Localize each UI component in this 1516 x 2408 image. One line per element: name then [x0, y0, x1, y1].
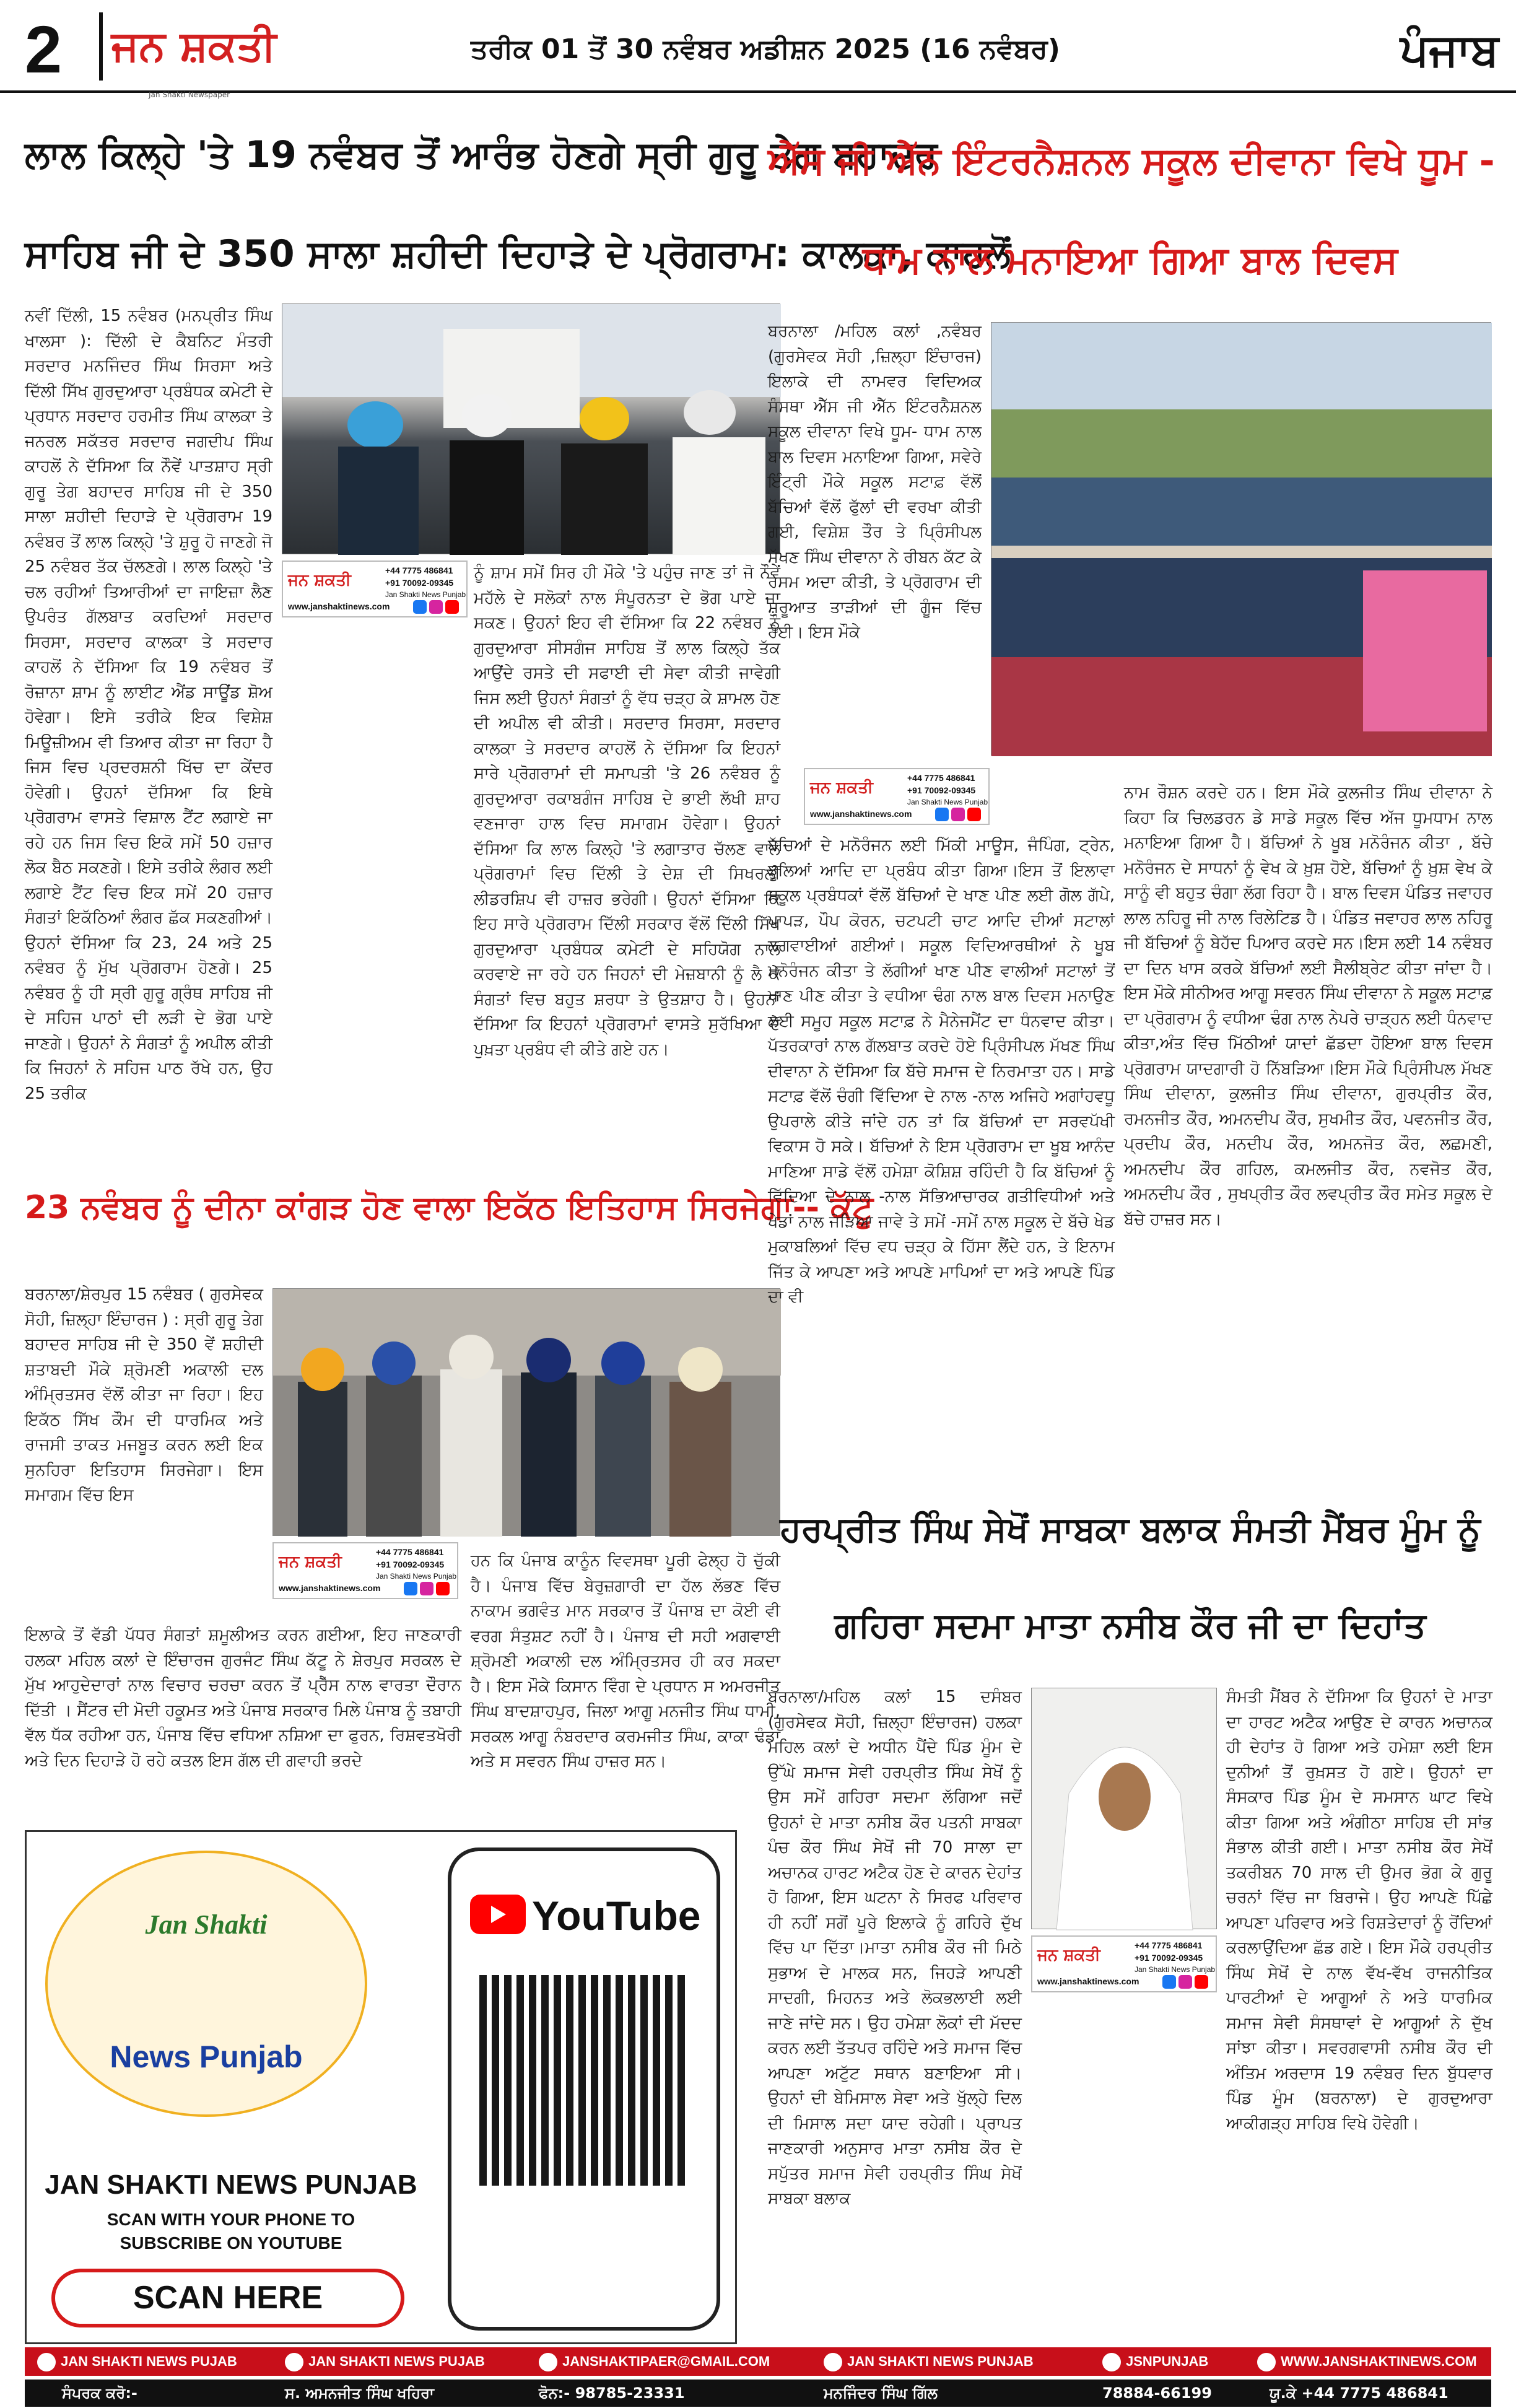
youtube-label: YouTube	[532, 1893, 701, 1939]
masthead	[0, 0, 1516, 99]
ad-logo-badge	[45, 1851, 367, 2117]
footer-contact-phone1: ਫੋਨ:- 98785-23331	[539, 2384, 685, 2402]
edition-date: ਤਰੀਕ 01 ਤੋਂ 30 ਨਵੰਬਰ ਅਡੀਸ਼ਨ 2025 (16 ਨਵੰਬਰ)	[471, 33, 1060, 65]
article1-photo	[282, 303, 780, 554]
scan-here-button[interactable]: SCAN HERE	[51, 2269, 404, 2327]
article2-col1b: ਇਲਾਕੇ ਤੋਂ ਵੱਡੀ ਪੱਧਰ ਸੰਗਤਾਂ ਸ਼ਮੂਲੀਅਤ ਕਰਨ ਗਈਆ, ਇਹ ਜਾਣਕਾਰੀ ਹਲਕਾ ਮਹਿਲ ਕਲਾਂ ਦੇ ਇੰਚਾਰਜ ਗੁਰਜੰਟ ਸਿੰਘ ਕੱਟੂ ਨੇ ਸ਼ੇਰਪੁਰ ਸਰਕਲ ਦੇ ਮੁੱਖ ਆਹੁਦੇਦਾਰਾਂ ਨਾਲ ਵਿਚਾਰ ਚਰਚਾ ਕਰਨ ਤੋਂ ਪ੍ਰੈੱਸ ਨਾਲ ਵਾਰਤਾ ਦੌਰਾਨ ਦਿੱਤੀ । ਸੈਂਟਰ ਦੀ ਮੋਦੀ ਹਕੂਮਤ ਅਤੇ ਪੰਜਾਬ ਸਰਕਾਰ ਮਿਲੇ ਪੰਜਾਬ ਨੂੰ ਤਬਾਹੀ ਵੱਲ ਧੱਕ ਰਹੀਆ ਹਨ, ਪੰਜਾਬ ਵਿੱਚ ਵਧਿਆ ਨਸ਼ਿਆ ਦਾ ਫੁਰਨ, ਰਿਸ਼ਵਤਖੋਰੀ ਅਤੇ ਦਿਨ ਦਿਹਾੜੇ ਹੋ ਰਹੇ ਕਤਲ ਇਸ ਗੱਲ ਦੀ ਗਵਾਹੀ ਭਰਦੇ	[25, 1626, 461, 1770]
facebook-icon	[404, 1582, 417, 1595]
page-number: 2	[25, 12, 63, 87]
youtube-subscribe-ad	[25, 1830, 737, 2344]
footer-email[interactable]: JANSHAKTIPAER@GMAIL.COM	[539, 2351, 770, 2372]
instagram-icon	[429, 600, 443, 614]
footer-instagram[interactable]: JAN SHAKTI NEWS PUNJAB	[824, 2351, 1034, 2372]
stamp-logo: ਜਨ ਸ਼ਕਤੀ	[288, 571, 351, 590]
youtube-play-icon	[470, 1895, 526, 1934]
facebook-icon	[1162, 1975, 1176, 1989]
youtube-icon	[1195, 1975, 1208, 1989]
instagram-icon	[824, 2353, 842, 2371]
article4-headline-line1: ਹਰਪ੍ਰੀਤ ਸਿੰਘ ਸੇਖੋਂ ਸਾਬਕਾ ਬਲਾਕ ਸੰਮਤੀ ਮੈਂਬਰ ਮੂੰਮ ਨੂੰ	[780, 1509, 1481, 1550]
stamp-phone2: +91 70092-09345	[376, 1560, 445, 1569]
section-title: ਪੰਜਾਬ	[1400, 24, 1499, 76]
ad-logo-top: Jan Shakti	[145, 1909, 268, 1940]
twitter-icon	[1102, 2353, 1121, 2371]
stamp-website: www.janshaktinews.com	[810, 809, 912, 819]
youtube-icon	[445, 600, 459, 614]
footer-contact-name1: ਸ. ਅਮਨਜੀਤ ਸਿੰਘ ਖਹਿਰਾ	[285, 2384, 434, 2402]
masthead-divider	[99, 12, 103, 81]
article1-col1-top: ਨਵੀਂ ਦਿੱਲੀ, 15 ਨਵੰਬਰ (ਮਨਪ੍ਰੀਤ ਸਿੰਘ ਖਾਲਸਾ ): ਦਿੱਲੀ ਦੇ ਕੈਬਨਿਟ ਮੰਤਰੀ ਸਰਦਾਰ ਮਨਜਿੰਦਰ ਸਿੰਘ ਸਿਰਸਾ ਅਤੇ ਦਿੱਲੀ ਸਿੱਖ ਗੁਰਦੁਆਰਾ ਪ੍ਰਬੰਧਕ ਕਮੇਟੀ ਦੇ ਪ੍ਰਧਾਨ ਸਰਦਾਰ ਹਰਮੀਤ ਸਿੰਘ ਕਾਲਕਾ ਤੇ ਜਨਰਲ ਸਕੱਤਰ ਸਰਦਾਰ ਜਗਦੀਪ ਸਿੰਘ ਕਾਹਲੋਂ ਨੇ ਦੱਸਿਆ ਕਿ ਨੌਵੇਂ ਪਾਤਸ਼ਾਹ ਸ੍ਰੀ ਗੁਰੂ ਤੇਗ ਬਹਾਦਰ ਸਾਹਿਬ ਜੀ ਦੇ 350 ਸਾਲਾ ਸ਼ਹੀਦੀ ਦਿਹਾੜੇ ਦੇ ਪ੍ਰੋਗਰਾਮ 19 ਨਵੰਬਰ ਤੋਂ ਲਾਲ ਕਿਲ੍ਹੇ 'ਤੇ ਸ਼ੁਰੂ ਹੋ ਜਾਣਗੇ ਜੋ 25 ਨਵੰਬਰ ਤੱਕ ਚੱਲਣਗੇ। ਲਾਲ ਕਿਲ੍ਹੇ 'ਤੇ ਚਲ ਰਹੀਆਂ ਤਿਆਰੀਆਂ ਦਾ ਜਾਇਜ਼ਾ ਲੈਣ ਉਪਰੰਤ ਗੱਲਬਾਤ ਕਰਦਿਆਂ ਸਰਦਾਰ ਸਿਰਸਾ, ਸਰਦਾਰ ਕਾਲਕਾ ਤੇ ਸਰਦਾਰ ਕਾਹਲੋਂ ਨੇ ਦੱਸਿਆ ਕਿ 19 ਨਵੰਬਰ ਤੋਂ ਰੋਜ਼ਾਨਾ ਸ਼ਾਮ ਨੂੰ ਲਾਈਟ ਐਂਡ ਸਾਊਂਡ ਸ਼ੋਅ ਹੋਵੇਗਾ। ਇਸੇ ਤਰੀਕੇ ਇਕ ਵਿਸ਼ੇਸ਼ ਮਿਊਜ਼ੀਅਮ ਵੀ ਤਿਆਰ ਕੀਤਾ ਜਾ ਰਿਹਾ ਹੈ ਜਿਸ ਵਿਚ ਪ੍ਰਦਰਸ਼ਨੀ ਖਿੱਚ ਦਾ ਕੇਂਦਰ ਹੋਵੇਗੀ। ਉਹਨਾਂ ਦੱਸਿਆ ਕਿ ਇਥੇ ਪ੍ਰੋਗਰਾਮ ਵਾਸਤੇ ਵਿਸ਼ਾਲ ਟੈਂਟ ਲਗਾਏ ਜਾ ਰਹੇ ਹਨ ਜਿਸ ਵਿਚ ਇਕੋ ਸਮੇਂ 50 ਹਜ਼ਾਰ ਲੋਕ ਬੈਠ ਸਕਣਗੇ। ਇਸੇ ਤਰੀਕੇ ਲੰਗਰ ਲਈ ਲਗਾਏ ਟੈਂਟ ਵਿਚ ਇਕ ਸਮੇਂ 20 ਹਜ਼ਾਰ ਸੰਗਤਾਂ ਇਕੱਠਿਆਂ ਲੰਗਰ ਛੱਕ ਸਕਣਗੀਆਂ। ਉਹਨਾਂ ਦੱਸਿਆ ਕਿ 23, 24 ਅਤੇ 25 ਨਵੰਬਰ ਨੂੰ ਮੁੱਖ ਪ੍ਰੋਗਰਾਮ ਹੋਣਗੇ। 25 ਨਵੰਬਰ ਨੂੰ ਹੀ ਸ੍ਰੀ ਗੁਰੂ ਗ੍ਰੰਥ ਸਾਹਿਬ ਜੀ ਦੇ ਸਹਿਜ ਪਾਠਾਂ ਦੀ ਲੜੀ ਦੇ ਭੋਗ ਪਾਏ ਜਾਣਗੇ। ਉਹਨਾਂ ਨੇ ਸੰਗਤਾਂ ਨੂੰ ਅਪੀਲ ਕੀਤੀ ਕਿ ਜਿਹਨਾਂ ਨੇ ਸਹਿਜ ਪਾਠ ਰੱਖੇ ਹਨ, ਉਹ 25 ਤਰੀਕ	[25, 307, 272, 1103]
footer-social-bar	[25, 2347, 1491, 2376]
footer-contact-bar	[25, 2380, 1491, 2407]
facebook-icon	[285, 2353, 303, 2371]
article3-col2: ਨਾਮ ਰੌਸ਼ਨ ਕਰਦੇ ਹਨ। ਇਸ ਮੌਕੇ ਕੁਲਜੀਤ ਸਿੰਘ ਦੀਵਾਨਾ ਨੇ ਕਿਹਾ ਕਿ ਚਿਲਡਰਨ ਡੇ ਸਾਡੇ ਸਕੂਲ ਵਿੱਚ ਅੱਜ ਧੂਮਧਾਮ ਨਾਲ ਮਨਾਇਆ ਗਿਆ ਹੈ। ਬੱਚਿਆਂ ਨੇ ਖੂਬ ਮਨੋਰੰਜਨ ਕੀਤਾ , ਬੱਚੇ ਮਨੋਰੰਜਨ ਦੇ ਸਾਧਨਾਂ ਨੂੰ ਵੇਖ ਕੇ ਖ਼ੁਸ਼ ਹੋਏ, ਬੱਚਿਆਂ ਨੂੰ ਖ਼ੁਸ਼ ਵੇਖ ਕੇ ਸਾਨੂੰ ਵੀ ਬਹੁਤ ਚੰਗਾ ਲੱਗ ਰਿਹਾ ਹੈ। ਬਾਲ ਦਿਵਸ ਪੰਡਿਤ ਜਵਾਹਰ ਲਾਲ ਨਹਿਰੂ ਜੀ ਨਾਲ ਰਿਲੇਟਿਡ ਹੈ। ਪੰਡਿਤ ਜਵਾਹਰ ਲਾਲ ਨਹਿਰੂ ਜੀ ਬੱਚਿਆਂ ਨੂੰ ਬੇਹੱਦ ਪਿਆਰ ਕਰਦੇ ਸਨ।ਇਸ ਲਈ 14 ਨਵੰਬਰ ਦਾ ਦਿਨ ਖਾਸ ਕਰਕੇ ਬੱਚਿਆਂ ਲਈ ਸੈਲੀਬ੍ਰੇਟ ਕੀਤਾ ਜਾਂਦਾ ਹੈ।ਇਸ ਮੌਕੇ ਸੀਨੀਅਰ ਆਗੂ ਸਵਰਨ ਸਿੰਘ ਦੀਵਾਨਾ ਨੇ ਸਕੂਲ ਸਟਾਫ਼ ਦਾ ਪ੍ਰੋਗਰਾਮ ਨੂੰ ਵਧੀਆ ਢੰਗ ਨਾਲ ਨੇਪਰੇ ਚਾੜ੍ਹਨ ਲਈ ਧੰਨਵਾਦ ਕੀਤਾ,ਅੰਤ ਵਿੱਚ ਮਿੱਠੀਆਂ ਯਾਦਾਂ ਛੱਡਦਾ ਹੋਇਆ ਬਾਲ ਦਿਵਸ ਪ੍ਰੋਗਰਾਮ ਯਾਦਗਾਰੀ ਹੋ ਨਿੱਬੜਿਆ।ਇਸ ਮੌਕੇ ਪ੍ਰਿੰਸੀਪਲ ਮੱਖਣ ਸਿੰਘ ਦੀਵਾਨਾ, ਕੁਲਜੀਤ ਸਿੰਘ ਦੀਵਾਨਾ, ਗੁਰਪ੍ਰੀਤ ਕੌਰ, ਰਮਨਜੀਤ ਕੌਰ, ਅਮਨਦੀਪ ਕੌਰ, ਸੁਖਮੀਤ ਕੌਰ, ਪਵਨਜੀਤ ਕੌਰ, ਪ੍ਰਦੀਪ ਕੌਰ, ਮਨਦੀਪ ਕੌਰ, ਅਮਨਜੋਤ ਕੌਰ, ਲਛਮਣੀ, ਅਮਨਦੀਪ ਕੌਰ ਗਹਿਲ, ਕਮਲਜੀਤ ਕੌਰ, ਨਵਜੋਤ ਕੌਰ, ਅਮਨਦੀਪ ਕੌਰ , ਸੁਖਪ੍ਰੀਤ ਕੌਰ ਲਵਪ੍ਰੀਤ ਕੌਰ ਸਮੇਤ ਸਕੂਲ ਦੇ ਬੱਚੇ ਹਾਜ਼ਰ ਸਨ।	[1124, 783, 1492, 1229]
footer-contact-uk: ਯੂ.ਕੇ +44 7775 486841	[1270, 2384, 1448, 2402]
article1-headline-line2: ਸਾਹਿਬ ਜੀ ਦੇ 350 ਸਾਲਾ ਸ਼ਹੀਦੀ ਦਿਹਾੜੇ ਦੇ ਪ੍ਰੋਗਰਾਮ: ਕਾਲਕਾ, ਕਾਹਲੋਂ	[25, 232, 1011, 276]
article3-col1-top: ਬਰਨਾਲਾ /ਮਹਿਲ ਕਲਾਂ ,ਨਵੰਬਰ (ਗੁਰਸੇਵਕ ਸੋਹੀ ,ਜ਼ਿਲ੍ਹਾ ਇੰਚਾਰਜ) ਇਲਾਕੇ ਦੀ ਨਾਮਵਰ ਵਿਦਿਅਕ ਸੰਸਥਾ ਐੱਸ ਜੀ ਐੱਨ ਇੰਟਰਨੈਸ਼ਨਲ ਸਕੂਲ ਦੀਵਾਨਾ ਵਿਖੇ ਧੂਮ- ਧਾਮ ਨਾਲ ਬਾਲ ਦਿਵਸ ਮਨਾਇਆ ਗਿਆ, ਸਵੇਰੇ ਇੰਟ੍ਰੀ ਮੌਕੇ ਸਕੂਲ ਸਟਾਫ਼ ਵੱਲੋਂ ਬੱਚਿਆਂ ਵੱਲੋਂ ਫੁੱਲਾਂ ਦੀ ਵਰਖਾ ਕੀਤੀ ਗਈ, ਵਿਸ਼ੇਸ਼ ਤੌਰ ਤੇ ਪ੍ਰਿੰਸੀਪਲ ਮੱਖਣ ਸਿੰਘ ਦੀਵਾਨਾ ਨੇ ਰੀਬਨ ਕੱਟ ਕੇ ਰਸਮ ਅਦਾ ਕੀਤੀ, ਤੇ ਪ੍ਰੋਗਰਾਮ ਦੀ ਸ਼ੁਰੂਆਤ ਤਾੜੀਆਂ ਦੀ ਗੂੰਜ ਵਿੱਚ ਹੋਈ। ਇਸ ਮੌਕੇ	[768, 322, 982, 642]
instagram-icon	[951, 808, 965, 821]
brand-name: ਜਨ ਸ਼ਕਤੀ	[111, 22, 277, 71]
article3-photo-group	[991, 322, 1491, 756]
youtube-icon	[37, 2353, 56, 2371]
stamp-phone1: +44 7775 486841	[385, 565, 453, 575]
stamp-name: Jan Shakti News Punjab	[1135, 1965, 1216, 1974]
footer-twitter[interactable]: JSNPUNJAB	[1102, 2351, 1208, 2372]
article1-col2: ਨੂੰ ਸ਼ਾਮ ਸਮੇਂ ਸਿਰ ਹੀ ਮੌਕੇ 'ਤੇ ਪਹੁੰਚ ਜਾਣ ਤਾਂ ਜੋ ਨੌਵੇਂ ਮਹੱਲੇ ਦੇ ਸਲੋਕਾਂ ਨਾਲ ਸੰਪੂਰਨਤਾ ਦੇ ਭੋਗ ਪਾਏ ਜਾ ਸਕਣ। ਉਹਨਾਂ ਇਹ ਵੀ ਦੱਸਿਆ ਕਿ 22 ਨਵੰਬਰ ਨੂੰ ਗੁਰਦੁਆਰਾ ਸੀਸਗੰਜ ਸਾਹਿਬ ਤੋਂ ਲਾਲ ਕਿਲ੍ਹੇ ਤੱਕ ਆਉਂਦੇ ਰਸਤੇ ਦੀ ਸਫਾਈ ਦੀ ਸੇਵਾ ਕੀਤੀ ਜਾਵੇਗੀ ਜਿਸ ਲਈ ਉਹਨਾਂ ਸੰਗਤਾਂ ਨੂੰ ਵੱਧ ਚੜ੍ਹ ਕੇ ਸ਼ਾਮਲ ਹੋਣ ਦੀ ਅਪੀਲ ਵੀ ਕੀਤੀ। ਸਰਦਾਰ ਸਿਰਸਾ, ਸਰਦਾਰ ਕਾਲਕਾ ਤੇ ਸਰਦਾਰ ਕਾਹਲੋਂ ਨੇ ਦੱਸਿਆ ਕਿ ਇਹਨਾਂ ਸਾਰੇ ਪ੍ਰੋਗਰਾਮਾਂ ਦੀ ਸਮਾਪਤੀ 'ਤੇ 26 ਨਵੰਬਰ ਨੂੰ ਗੁਰਦੁਆਰਾ ਰਕਾਬਗੰਜ ਸਾਹਿਬ ਦੇ ਭਾਈ ਲੱਖੀ ਸ਼ਾਹ ਵਣਜਾਰਾ ਹਾਲ ਵਿਚ ਸਮਾਗਮ ਹੋਵੇਗਾ। ਉਹਨਾਂ ਦੱਸਿਆ ਕਿ ਲਾਲ ਕਿਲ੍ਹੇ 'ਤੇ ਲਗਾਤਾਰ ਚੱਲਣ ਵਾਲੇ ਪ੍ਰੋਗਰਾਮਾਂ ਵਿਚ ਦਿੱਲੀ ਤੇ ਦੇਸ਼ ਦੀ ਸਿਖਰਲੀ ਲੀਡਰਸ਼ਿਪ ਵੀ ਹਾਜ਼ਰ ਭਰੇਗੀ। ਉਹਨਾਂ ਦੱਸਿਆ ਕਿ ਇਹ ਸਾਰੇ ਪ੍ਰੋਗਰਾਮ ਦਿੱਲੀ ਸਰਕਾਰ ਵੱਲੋਂ ਦਿੱਲੀ ਸਿੱਖ ਗੁਰਦੁਆਰਾ ਪ੍ਰਬੰਧਕ ਕਮੇਟੀ ਦੇ ਸਹਿਯੋਗ ਨਾਲ ਕਰਵਾਏ ਜਾ ਰਹੇ ਹਨ ਜਿਹਨਾਂ ਦੀ ਮੇਜ਼ਬਾਨੀ ਨੂੰ ਲੈ ਕੇ ਸੰਗਤਾਂ ਵਿਚ ਬਹੁਤ ਸ਼ਰਧਾ ਤੇ ਉਤਸ਼ਾਹ ਹੈ। ਉਹਨਾਂ ਦੱਸਿਆ ਕਿ ਇਹਨਾਂ ਪ੍ਰੋਗਰਾਮਾਂ ਵਾਸਤੇ ਸੁਰੱਖਿਆ ਦੇ ਪੁਖ਼ਤਾ ਪ੍ਰਬੰਧ ਵੀ ਕੀਤੇ ਗਏ ਹਨ।	[474, 564, 780, 1059]
stamp-name: Jan Shakti News Punjab	[376, 1572, 457, 1581]
footer-youtube[interactable]: JAN SHAKTI NEWS PUJAB	[37, 2351, 237, 2372]
qr-code[interactable]	[479, 1975, 690, 2186]
brand-tagline: Jan Shakti Newspaper	[149, 90, 230, 99]
stamp-phone1: +44 7775 486841	[907, 773, 975, 783]
mail-icon	[539, 2353, 557, 2371]
article4-col2: ਸੰਮਤੀ ਮੈਂਬਰ ਨੇ ਦੱਸਿਆ ਕਿ ਉਹਨਾਂ ਦੇ ਮਾਤਾ ਦਾ ਹਾਰਟ ਅਟੈਕ ਆਉਣ ਦੇ ਕਾਰਨ ਅਚਾਨਕ ਹੀ ਦੇਹਾਂਤ ਹੋ ਗਿਆ ਅਤੇ ਹਮੇਸ਼ਾ ਲਈ ਇਸ ਦੁਨੀਆਂ ਤੋਂ ਰੁਖ਼ਸਤ ਹੋ ਗਏ। ਉਹਨਾਂ ਦਾ ਸੰਸਕਾਰ ਪਿੰਡ ਮੂੰਮ ਦੇ ਸਮਸਾਨ ਘਾਟ ਵਿਖੇ ਕੀਤਾ ਗਿਆ ਅਤੇ ਅੰਗੀਠਾ ਸਾਹਿਬ ਦੀ ਸਾਂਭ ਸੰਭਾਲ ਕੀਤੀ ਗਈ। ਮਾਤਾ ਨਸੀਬ ਕੌਰ ਸੇਖੋਂ ਤਕਰੀਬਨ 70 ਸਾਲ ਦੀ ਉਮਰ ਭੋਗ ਕੇ ਗੁਰੂ ਚਰਨਾਂ ਵਿੱਚ ਜਾ ਬਿਰਾਜੇ। ਉਹ ਆਪਣੇ ਪਿੱਛੇ ਆਪਣਾ ਪਰਿਵਾਰ ਅਤੇ ਰਿਸ਼ਤੇਦਾਰਾਂ ਨੂੰ ਰੋਂਦਿਆਂ ਕਰਲਾਉਂਦਿਆ ਛੱਡ ਗਏ। ਇਸ ਮੌਕੇ ਹਰਪ੍ਰੀਤ ਸਿੰਘ ਸੇਖੋਂ ਦੇ ਨਾਲ ਵੱਖ-ਵੱਖ ਰਾਜਨੀਤਿਕ ਪਾਰਟੀਆਂ ਦੇ ਆਗੂਆਂ ਨੇ ਅਤੇ ਧਾਰਮਿਕ ਸਮਾਜ ਸੇਵੀ ਸੰਸਥਾਵਾਂ ਦੇ ਆਗੂਆਂ ਨੇ ਦੁੱਖ ਸਾਂਝਾ ਕੀਤਾ। ਸਵਰਗਵਾਸੀ ਨਸੀਬ ਕੌਰ ਦੀ ਅੰਤਿਮ ਅਰਦਾਸ 19 ਨਵੰਬਰ ਦਿਨ ਬੁੱਧਵਾਰ ਪਿੰਡ ਮੂੰਮ (ਬਰਨਾਲਾ) ਦੇ ਗੁਰਦੁਆਰਾ ਆਕੀਗੜ੍ਹ ਸਾਹਿਬ ਵਿਖੇ ਹੋਵੇਗੀ।	[1226, 1688, 1492, 2133]
ad-title: JAN SHAKTI NEWS PUNJAB	[45, 2170, 417, 2200]
stamp-phone1: +44 7775 486841	[376, 1547, 444, 1557]
stamp-name: Jan Shakti News Punjab	[907, 798, 988, 806]
stamp-website: www.janshaktinews.com	[279, 1583, 381, 1593]
stamp-phone2: +91 70092-09345	[1135, 1953, 1203, 1963]
youtube-icon	[967, 808, 981, 821]
instagram-icon	[1178, 1975, 1192, 1989]
youtube-icon	[436, 1582, 450, 1595]
footer-contact-name2: ਮਨਜਿੰਦਰ ਸਿੰਘ ਗਿੱਲ	[824, 2384, 938, 2402]
article2-col2: ਹਨ ਕਿ ਪੰਜਾਬ ਕਾਨੂੰਨ ਵਿਵਸਥਾ ਪੂਰੀ ਫੇਲ੍ਹ ਹੋ ਚੁੱਕੀ ਹੈ। ਪੰਜਾਬ ਵਿੱਚ ਬੇਰੁਜ਼ਗਾਰੀ ਦਾ ਹੱਲ ਲੱਭਣ ਵਿੱਚ ਨਾਕਾਮ ਭਗਵੰਤ ਮਾਨ ਸਰਕਾਰ ਤੋਂ ਪੰਜਾਬ ਦਾ ਕੋਈ ਵੀ ਵਰਗ ਸੰਤੁਸ਼ਟ ਨਹੀਂ ਹੈ। ਪੰਜਾਬ ਦੀ ਸਹੀ ਅਗਵਾਈ ਸ਼੍ਰੋਮਣੀ ਅਕਾਲੀ ਦਲ ਅੰਮ੍ਰਿਤਸਰ ਹੀ ਕਰ ਸਕਦਾ ਹੈ। ਇਸ ਮੌਕੇ ਕਿਸਾਨ ਵਿੰਗ ਦੇ ਪ੍ਰਧਾਨ ਸ ਅਮਰਜੀਤ ਸਿੰਘ ਬਾਦਸ਼ਾਹਪੁਰ, ਜਿਲਾ ਆਗੂ ਮਨਜੀਤ ਸਿੰਘ ਧਾਮੀ, ਸਰਕਲ ਆਗੂ ਨੰਬਰਦਾਰ ਕਰਮਜੀਤ ਸਿੰਘ, ਕਾਕਾ ਢੰਡਾ ਅਤੇ ਸ ਸਵਰਨ ਸਿੰਘ ਹਾਜ਼ਰ ਸਨ।	[471, 1551, 780, 1771]
article2-col1a: ਬਰਨਾਲਾ/ਸ਼ੇਰਪੁਰ 15 ਨਵੰਬਰ ( ਗੁਰਸੇਵਕ ਸੋਹੀ, ਜ਼ਿਲ੍ਹਾ ਇੰਚਾਰਜ ) : ਸ੍ਰੀ ਗੁਰੂ ਤੇਗ ਬਹਾਦਰ ਸਾਹਿਬ ਜੀ ਦੇ 350 ਵੇਂ ਸ਼ਹੀਦੀ ਸ਼ਤਾਬਦੀ ਮੌਕੇ ਸ਼੍ਰੋਮਣੀ ਅਕਾਲੀ ਦਲ ਅੰਮ੍ਰਿਤਸਰ ਵੱਲੋਂ ਕੀਤਾ ਜਾ ਰਿਹਾ। ਇਹ ਇਕੱਠ ਸਿੱਖ ਕੌਮ ਦੀ ਧਾਰਮਿਕ ਅਤੇ ਰਾਜਸੀ ਤਾਕਤ ਮਜਬੂਤ ਕਰਨ ਲਈ ਇਕ ਸੁਨਹਿਰਾ ਇਤਿਹਾਸ ਸਿਰਜੇਗਾ। ਇਸ ਸਮਾਗਮ ਵਿੱਚ ਇਸ	[25, 1285, 263, 1504]
article2-photo	[272, 1288, 780, 1536]
article1-headline-line1: ਲਾਲ ਕਿਲ੍ਹੇ 'ਤੇ 19 ਨਵੰਬਰ ਤੋਂ ਆਰੰਭ ਹੋਣਗੇ ਸ੍ਰੀ ਗੁਰੂ ਤੇਗ ਬਹਾਦਰ	[25, 133, 938, 177]
footer	[0, 2347, 1516, 2408]
stamp-phone1: +44 7775 486841	[1135, 1940, 1203, 1950]
article4-portrait	[1031, 1688, 1217, 1929]
phone-mockup	[448, 1847, 720, 2331]
stamp-phone2: +91 70092-09345	[907, 785, 976, 795]
footer-contact-label: ਸੰਪਰਕ ਕਰੋ:-	[62, 2384, 137, 2402]
article4-logo-stamp	[1031, 1935, 1217, 1992]
instagram-icon	[420, 1582, 433, 1595]
article3-headline-line2: ਧਾਮ ਨਾਲ ਮਨਾਇਆ ਗਿਆ ਬਾਲ ਦਿਵਸ	[863, 238, 1398, 282]
stamp-logo: ਜਨ ਸ਼ਕਤੀ	[810, 779, 873, 797]
stamp-name: Jan Shakti News Punjab	[385, 590, 466, 599]
article2-logo-stamp	[272, 1542, 458, 1599]
stamp-website: www.janshaktinews.com	[288, 601, 390, 611]
article2-headline: 23 ਨਵੰਬਰ ਨੂੰ ਦੀਨਾ ਕਾਂਗੜ ਹੋਣ ਵਾਲਾ ਇਕੱਠ ਇਤਿਹਾਸ ਸਿਰਜੇਗਾ-- ਕੱਟੂ	[25, 1189, 873, 1226]
footer-website[interactable]: WWW.JANSHAKTINEWS.COM	[1257, 2351, 1477, 2372]
stamp-logo: ਜਨ ਸ਼ਕਤੀ	[1037, 1946, 1100, 1965]
article3-logo-stamp	[804, 768, 990, 825]
ad-subtitle-line2: SUBSCRIBE ON YOUTUBE	[120, 2233, 342, 2253]
brand-logo	[111, 19, 322, 99]
article4-col1: ਬਰਨਾਲਾ/ਮਹਿਲ ਕਲਾਂ 15 ਦਸੰਬਰ (ਗੁਰਸੇਵਕ ਸੋਹੀ, ਜ਼ਿਲ੍ਹਾ ਇੰਚਾਰਜ) ਹਲਕਾ ਮਹਿਲ ਕਲਾਂ ਦੇ ਅਧੀਨ ਪੈਂਦੇ ਪਿੰਡ ਮੂੰਮ ਦੇ ਉੱਘੇ ਸਮਾਜ ਸੇਵੀ ਹਰਪ੍ਰੀਤ ਸਿੰਘ ਸੇਖੋਂ ਨੂੰ ਉਸ ਸਮੇਂ ਗਹਿਰਾ ਸਦਮਾ ਲੱਗਿਆ ਜਦੋਂ ਉਹਨਾਂ ਦੇ ਮਾਤਾ ਨਸੀਬ ਕੌਰ ਪਤਨੀ ਸਾਬਕਾ ਪੰਚ ਕੌਰ ਸਿੰਘ ਸੇਖੋਂ ਜੀ 70 ਸਾਲਾ ਦਾ ਅਚਾਨਕ ਹਾਰਟ ਅਟੈਕ ਹੋਣ ਦੇ ਕਾਰਨ ਦੇਹਾਂਤ ਹੋ ਗਿਆ, ਇਸ ਘਟਨਾ ਨੇ ਸਿਰਫ ਪਰਿਵਾਰ ਹੀ ਨਹੀਂ ਸਗੋਂ ਪੂਰੇ ਇਲਾਕੇ ਨੂੰ ਗਹਿਰੇ ਦੁੱਖ ਵਿੱਚ ਪਾ ਦਿੱਤਾ।ਮਾਤਾ ਨਸੀਬ ਕੌਰ ਜੀ ਮਿਠੇ ਸੁਭਾਅ ਦੇ ਮਾਲਕ ਸਨ, ਜਿਹੜੇ ਆਪਣੀ ਸਾਦਗੀ, ਮਿਹਨਤ ਅਤੇ ਲੋਕਭਲਾਈ ਲਈ ਜਾਣੇ ਜਾਂਦੇ ਸਨ। ਉਹ ਹਮੇਸ਼ਾ ਲੋਕਾਂ ਦੀ ਮੱਦਦ ਕਰਨ ਲਈ ਤੱਤਪਰ ਰਹਿੰਦੇ ਅਤੇ ਸਮਾਜ ਵਿੱਚ ਆਪਣਾ ਅਟੁੱਟ ਸਥਾਨ ਬਣਾਇਆ ਸੀ। ਉਹਨਾਂ ਦੀ ਬੇਮਿਸਾਲ ਸੇਵਾ ਅਤੇ ਖੁੱਲ੍ਹੇ ਦਿਲ ਦੀ ਮਿਸਾਲ ਸਦਾ ਯਾਦ ਰਹੇਗੀ। ਪ੍ਰਾਪਤ ਜਾਣਕਾਰੀ ਅਨੁਸਾਰ ਮਾਤਾ ਨਸੀਬ ਕੌਰ ਦੇ ਸਪੁੱਤਰ ਸਮਾਜ ਸੇਵੀ ਹਰਪ੍ਰੀਤ ਸਿੰਘ ਸੇਖੋਂ ਸਾਬਕਾ ਬਲਾਕ	[768, 1688, 1022, 2208]
article1-logo-stamp	[282, 561, 468, 617]
ad-subtitle-line1: SCAN WITH YOUR PHONE TO	[107, 2210, 355, 2229]
globe-icon	[1257, 2353, 1276, 2371]
article3-headline-line1: ਐੱਸ ਜੀ ਐੱਨ ਇੰਟਰਨੈਸ਼ਨਲ ਸਕੂਲ ਦੀਵਾਨਾ ਵਿਖੇ ਧੂਮ -	[768, 139, 1495, 183]
ad-logo-bottom: News Punjab	[110, 2039, 303, 2074]
article4-headline-line2: ਗਹਿਰਾ ਸਦਮਾ ਮਾਤਾ ਨਸੀਬ ਕੌਰ ਜੀ ਦਾ ਦਿਹਾਂਤ	[834, 1605, 1426, 1646]
article3-col1: ਬੱਚਿਆਂ ਦੇ ਮਨੋਰੰਜਨ ਲਈ ਮਿੱਕੀ ਮਾਊਸ, ਜੰਪਿੰਗ, ਟ੍ਰੇਨ, ਝੂਲਿਆਂ ਆਦਿ ਦਾ ਪ੍ਰਬੰਧ ਕੀਤਾ ਗਿਆ।ਇਸ ਤੋਂ ਇਲਾਵਾ ਸਕੂਲ ਪ੍ਰਬੰਧਕਾਂ ਵੱਲੋਂ ਬੱਚਿਆਂ ਦੇ ਖਾਣ ਪੀਣ ਲਈ ਗੋਲ ਗੱਪੇ, ਪਾਪੜ, ਪੌਪ ਕੋਰਨ, ਚਟਪਟੀ ਚਾਟ ਆਦਿ ਦੀਆਂ ਸਟਾਲਾਂ ਲਗਵਾਈਆਂ ਗਈਆਂ। ਸਕੂਲ ਵਿਦਿਆਰਥੀਆਂ ਨੇ ਖੂਬ ਮਨੋਰੰਜਨ ਕੀਤਾ ਤੇ ਲੱਗੀਆਂ ਖਾਣ ਪੀਣ ਵਾਲੀਆਂ ਸਟਾਲਾਂ ਤੋਂ ਖਾਣ ਪੀਣ ਕੀਤਾ ਤੇ ਵਧੀਆ ਢੰਗ ਨਾਲ ਬਾਲ ਦਿਵਸ ਮਨਾਉਣ ਲਈ ਸਮੂਹ ਸਕੂਲ ਸਟਾਫ਼ ਨੇ ਮੈਨੇਜਮੈਂਟ ਦਾ ਧੰਨਵਾਦ ਕੀਤਾ। ਪੱਤਰਕਾਰਾਂ ਨਾਲ ਗੱਲਬਾਤ ਕਰਦੇ ਹੋਏ ਪ੍ਰਿੰਸੀਪਲ ਮੱਖਣ ਸਿੰਘ ਦੀਵਾਨਾ ਨੇ ਦੱਸਿਆ ਕਿ ਬੱਚੇ ਸਮਾਜ ਦੇ ਨਿਰਮਾਤਾ ਹਨ। ਸਾਡੇ ਸਟਾਫ਼ ਵੱਲੋਂ ਚੰਗੀ ਵਿੱਦਿਆ ਦੇ ਨਾਲ -ਨਾਲ ਅਜਿਹੇ ਅਗਾਂਹਵਧੂ ਉਪਰਾਲੇ ਕੀਤੇ ਜਾਂਦੇ ਹਨ ਤਾਂ ਕਿ ਬੱਚਿਆਂ ਦਾ ਸਰਵਪੱਖੀ ਵਿਕਾਸ ਹੋ ਸਕੇ। ਬੱਚਿਆਂ ਨੇ ਇਸ ਪ੍ਰੋਗਰਾਮ ਦਾ ਖੂਬ ਆਨੰਦ ਮਾਣਿਆ ਸਾਡੇ ਵੱਲੋਂ ਹਮੇਸ਼ਾ ਕੋਸ਼ਿਸ਼ ਰਹਿੰਦੀ ਹੈ ਕਿ ਬੱਚਿਆਂ ਨੂੰ ਵਿੱਦਿਆ ਦੇ ਨਾਲ -ਨਾਲ ਸੱਭਿਆਚਾਰਕ ਗਤੀਵਿਧੀਆਂ ਅਤੇ ਖੇਡਾਂ ਨਾਲ ਜੋੜਿਆ ਜਾਵੇ ਤੇ ਸਮੇਂ -ਸਮੇਂ ਨਾਲ ਸਕੂਲ ਦੇ ਬੱਚੇ ਖੇਡ ਮੁਕਾਬਲਿਆਂ ਵਿੱਚ ਵਧ ਚੜ੍ਹ ਕੇ ਹਿੱਸਾ ਲੈਂਦੇ ਹਨ, ਤੇ ਇਨਾਮ ਜਿੱਤ ਕੇ ਆਪਣਾ ਅਤੇ ਆਪਣੇ ਮਾਪਿਆਂ ਦਾ ਅਤੇ ਆਪਣੇ ਪਿੰਡ ਦਾ ਵੀ	[768, 836, 1115, 1306]
footer-contact-phone2: 78884-66199	[1102, 2384, 1212, 2402]
stamp-website: www.janshaktinews.com	[1037, 1976, 1139, 1986]
footer-facebook[interactable]: JAN SHAKTI NEWS PUJAB	[285, 2351, 485, 2372]
stamp-phone2: +91 70092-09345	[385, 578, 454, 588]
stamp-logo: ਜਨ ਸ਼ਕਤੀ	[279, 1553, 342, 1571]
facebook-icon	[935, 808, 949, 821]
facebook-icon	[413, 600, 427, 614]
